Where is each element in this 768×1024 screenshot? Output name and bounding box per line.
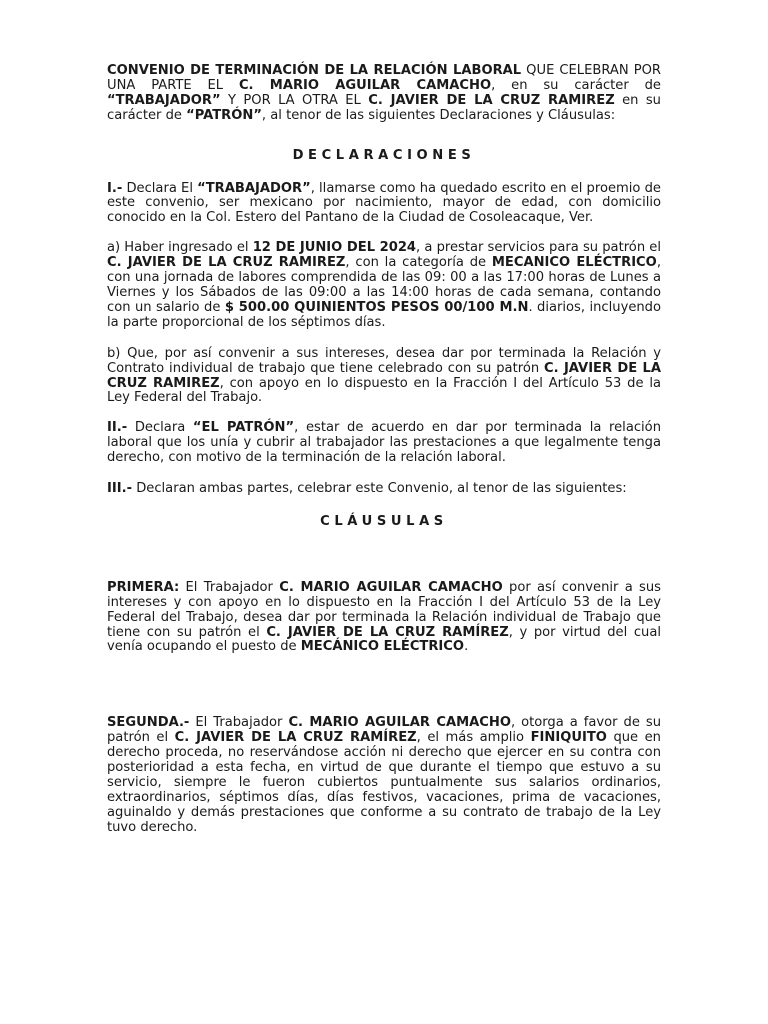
bold-text-run: C. JAVIER DE LA CRUZ RAMIREZ: [107, 255, 346, 271]
bold-text-run: PRIMERA:: [107, 579, 180, 595]
bold-text-run: I.-: [107, 180, 123, 196]
bold-text-run: MECANICO ELÉCTRICO: [491, 255, 657, 271]
bold-text-run: C. MARIO AGUILAR CAMACHO: [288, 715, 511, 731]
text-run: Declara: [127, 420, 193, 436]
text-run: Y POR LA OTRA EL: [220, 92, 369, 108]
bold-text-run: C. JAVIER DE LA CRUZ RAMIREZ: [368, 92, 615, 108]
text-run: .: [464, 639, 469, 655]
declaration-iii-paragraph: [107, 482, 661, 497]
text-run: que en derecho proceda, no reservándose acción ni derecho que ejercer en su contra con posterioridad a esta fecha, en virtud de que durante el tiempo que estuvo a su servicio, siempre le fueron cubiertos puntualmente sus salarios ordinarios, extraordinarios, séptimos días, días festivos, vacaciones, prima de vacaciones, aguinaldo y demás prestaciones que conforme a su contrato de trabajo de la Ley tuvo derecho.: [107, 730, 661, 835]
text-run: a) Haber ingresado el: [107, 240, 253, 256]
declaration-b-paragraph: [107, 347, 661, 407]
text-run: , con la categoría de: [345, 255, 492, 271]
text-run: , llamarse como ha quedado escrito en el proemio de este convenio, ser mexicano por nacimiento, mayor de edad, con domicilio conocido en la Col. Estero del Pantano de la Ciudad de Cosoleacaque, Ver.: [107, 180, 661, 226]
intro-paragraph: [107, 64, 661, 124]
text-run: , el más amplio: [416, 730, 531, 746]
bold-text-run: C. JAVIER DE LA CRUZ RAMIREZ: [107, 360, 661, 391]
bold-text-run: CONVENIO DE TERMINACIÓN DE LA RELACIÓN LABORAL: [107, 63, 522, 78]
bold-text-run: “TRABAJADOR”: [107, 92, 221, 108]
clausulas-heading: CLÁUSULAS: [320, 513, 448, 529]
bold-text-run: C. JAVIER DE LA CRUZ RAMÍREZ: [174, 730, 417, 746]
bold-text-run: SEGUNDA.-: [107, 715, 190, 731]
bold-text-run: C. JAVIER DE LA CRUZ RAMÍREZ: [266, 624, 509, 640]
text-run: por así convenir a sus intereses y con apoyo en lo dispuesto en la Fracción I del Artículo 53 de la Ley Federal del Trabajo, desea dar por terminada la Relación individual de Trabajo que tiene con su patrón el: [107, 579, 661, 640]
clausula-segunda-paragraph: [107, 716, 661, 835]
text-run: , y por virtud del cual venía ocupando el puesto de: [107, 624, 661, 655]
text-run: , otorga a favor de su patrón el: [107, 715, 661, 746]
text-run: , estar de acuerdo en dar por terminada la relación laboral que los unía y cubrir al trabajador las prestaciones a que legalmente tenga derecho, con motivo de la terminación de la relación laboral.: [107, 420, 661, 466]
bold-text-run: FINIQUITO: [530, 730, 607, 746]
text-run: , con una jornada de labores comprendida de las 09: 00 a las 17:00 horas de Lunes a Viernes y los Sábados de las 09:00 a las 14:00 horas de cada semana, contando con un salario de: [107, 255, 661, 315]
declaration-ii-paragraph: [107, 421, 661, 466]
text-run: , al tenor de las siguientes Declaraciones y Cláusulas:: [261, 107, 616, 123]
document-page: [107, 64, 661, 836]
bold-text-run: $ 500.00 QUINIENTOS PESOS 00/100 M.N: [224, 299, 529, 315]
text-run: b) Que, por así convenir a sus intereses, desea dar por terminada la Relación y Contrato individual de trabajo que tiene celebrado con su patrón: [107, 345, 661, 376]
declaration-a-paragraph: [107, 241, 661, 330]
bold-text-run: “EL PATRÓN”: [192, 420, 295, 436]
bold-text-run: “TRABAJADOR”: [197, 180, 311, 196]
text-run: , en su carácter de: [491, 77, 661, 93]
bold-text-run: II.-: [107, 420, 128, 436]
text-run: . diarios, incluyendo la parte proporcional de los séptimos días.: [107, 299, 661, 330]
bold-text-run: C. MARIO AGUILAR CAMACHO: [238, 77, 492, 93]
text-run: , con apoyo en lo dispuesto en la Fracción I del Artículo 53 de la Ley Federal del Trabajo.: [107, 375, 661, 406]
declaration-i-paragraph: [107, 182, 661, 227]
text-run: Declara El: [122, 180, 198, 196]
text-run: El Trabajador: [179, 579, 280, 595]
bold-text-run: “PATRÓN”: [186, 107, 262, 123]
clausula-primera-paragraph: [107, 581, 661, 656]
bold-text-run: III.-: [107, 481, 133, 497]
bold-text-run: C. MARIO AGUILAR CAMACHO: [279, 579, 503, 595]
bold-text-run: 12 DE JUNIO DEL 2024: [252, 240, 417, 256]
text-run: , a prestar servicios para su patrón el: [416, 240, 661, 256]
declaraciones-heading: DECLARACIONES: [292, 147, 476, 163]
text-run: Declaran ambas partes, celebrar este Convenio, al tenor de las siguientes:: [132, 481, 627, 497]
text-run: QUE CELEBRAN POR UNA PARTE EL: [107, 63, 661, 93]
text-run: El Trabajador: [189, 715, 289, 731]
text-run: en su carácter de: [107, 92, 661, 123]
bold-text-run: MECÁNICO ELÉCTRICO: [300, 639, 465, 655]
